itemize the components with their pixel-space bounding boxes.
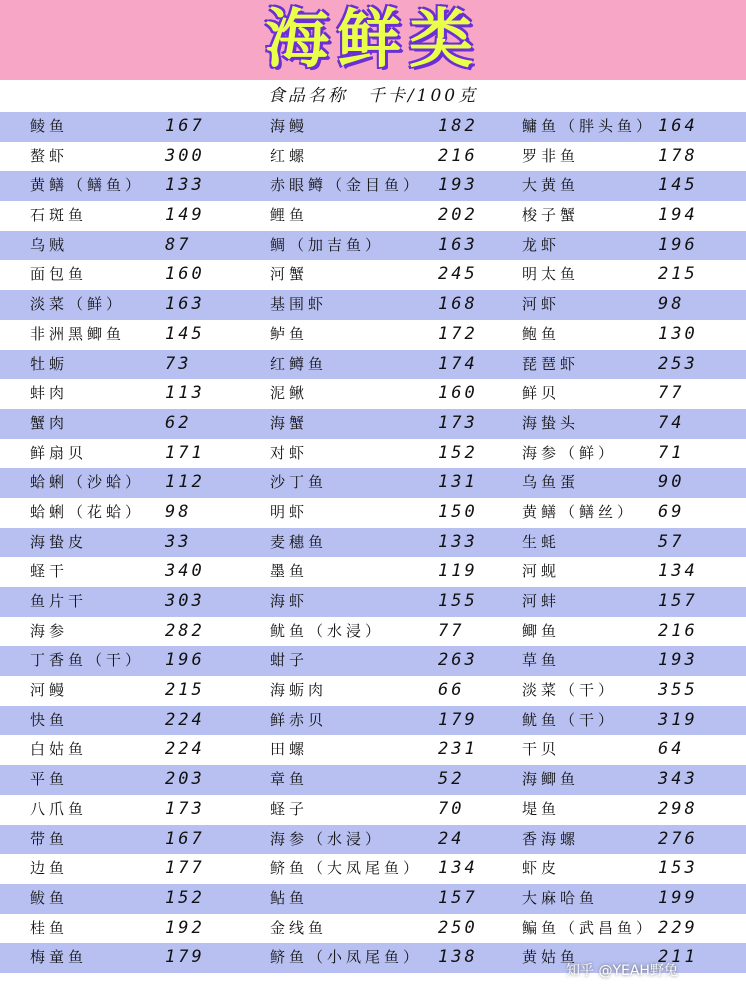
food-name: 蛤蜊（沙蛤） (30, 473, 145, 492)
table-row (0, 439, 746, 469)
kcal-value: 87 (165, 234, 192, 255)
kcal-value: 163 (165, 294, 205, 315)
kcal-value: 33 (165, 531, 192, 552)
column-header: 食品名称 千卡/100克 (267, 86, 479, 106)
title-banner (0, 0, 746, 80)
food-name: 鲜贝 (522, 384, 561, 403)
kcal-value: 276 (658, 828, 698, 849)
kcal-value: 177 (165, 858, 205, 879)
kcal-value: 150 (438, 501, 478, 522)
food-name: 白姑鱼 (30, 740, 88, 759)
food-name: 梅童鱼 (30, 948, 88, 967)
food-name: 鲚鱼（小凤尾鱼） (270, 948, 423, 967)
kcal-value: 119 (438, 561, 478, 582)
kcal-value: 245 (438, 264, 478, 285)
food-name: 牡蛎 (30, 354, 69, 373)
kcal-value: 300 (165, 145, 205, 166)
food-name: 面包鱼 (30, 265, 88, 284)
page-title: 海鲜类 (265, 3, 481, 77)
kcal-value: 157 (438, 887, 478, 908)
food-name: 鱿鱼（水浸） (270, 621, 385, 640)
kcal-value: 98 (165, 501, 192, 522)
table-row (0, 350, 746, 380)
food-name: 大黄鱼 (522, 176, 580, 195)
kcal-value: 192 (165, 917, 205, 938)
food-name: 淡菜（鲜） (30, 295, 126, 314)
kcal-value: 179 (165, 947, 205, 968)
kcal-value: 211 (658, 947, 698, 968)
table-row (0, 706, 746, 736)
kcal-value: 193 (438, 175, 478, 196)
kcal-value: 57 (658, 531, 685, 552)
table-row (0, 795, 746, 825)
food-name: 香海螺 (522, 829, 580, 848)
table-row (0, 676, 746, 706)
food-name: 赤眼鳟（金目鱼） (270, 176, 423, 195)
food-name: 虾皮 (522, 859, 561, 878)
kcal-value: 282 (165, 620, 205, 641)
kcal-value: 215 (658, 264, 698, 285)
kcal-value: 173 (438, 412, 478, 433)
table-row (0, 171, 746, 201)
food-name: 海虾 (270, 592, 309, 610)
kcal-value: 298 (658, 798, 698, 819)
kcal-value: 131 (438, 472, 478, 493)
kcal-value: 160 (165, 264, 205, 285)
food-name: 鲮鱼 (30, 117, 69, 135)
food-name: 海参 (30, 621, 69, 640)
calorie-table (0, 112, 746, 973)
table-row (0, 854, 746, 884)
food-name: 平鱼 (30, 770, 69, 789)
food-name: 鲇鱼 (270, 888, 309, 907)
food-name: 非洲黑鲫鱼 (30, 324, 126, 343)
kcal-value: 24 (438, 828, 465, 849)
kcal-value: 193 (658, 650, 698, 671)
food-name: 沙丁鱼 (270, 473, 328, 492)
kcal-value: 152 (438, 442, 478, 463)
kcal-value: 69 (658, 501, 685, 522)
kcal-value: 164 (658, 116, 698, 136)
food-name: 桂鱼 (30, 918, 69, 937)
food-name: 鱿鱼（干） (522, 710, 618, 729)
food-name: 干贝 (522, 740, 561, 759)
kcal-value: 215 (165, 680, 205, 701)
food-name: 琵琶虾 (522, 354, 580, 373)
table-row (0, 498, 746, 528)
kcal-value: 303 (165, 591, 205, 611)
kcal-value: 153 (658, 858, 698, 879)
kcal-value: 152 (165, 887, 205, 908)
kcal-value: 70 (438, 798, 465, 819)
food-name: 红螺 (270, 146, 309, 165)
kcal-value: 167 (165, 116, 205, 136)
kcal-value: 73 (165, 353, 192, 374)
table-row (0, 587, 746, 617)
table-row (0, 201, 746, 231)
kcal-value: 224 (165, 709, 205, 730)
table-row (0, 320, 746, 350)
table-row (0, 825, 746, 855)
food-name: 蛏干 (30, 562, 69, 581)
kcal-value: 74 (658, 412, 685, 433)
kcal-value: 113 (165, 383, 205, 404)
table-row (0, 914, 746, 944)
table-row (0, 557, 746, 587)
food-name: 梭子蟹 (522, 206, 580, 225)
kcal-value: 71 (658, 442, 685, 463)
food-name: 墨鱼 (270, 562, 309, 581)
table-row (0, 884, 746, 914)
food-name: 鲍鱼 (522, 324, 561, 343)
food-name: 海鲫鱼 (522, 770, 580, 789)
food-name: 鳊鱼（武昌鱼） (522, 918, 656, 937)
food-name: 明虾 (270, 502, 309, 521)
kcal-value: 112 (165, 472, 205, 493)
kcal-value: 174 (438, 353, 478, 374)
kcal-value: 77 (438, 620, 465, 641)
food-name: 蛤蜊（花蛤） (30, 502, 145, 521)
kcal-value: 138 (438, 947, 478, 968)
food-name: 红鳟鱼 (270, 354, 328, 373)
food-name: 海鳗 (270, 117, 309, 135)
food-name: 生蚝 (522, 532, 561, 551)
food-name: 淡菜（干） (522, 681, 618, 700)
food-name: 河虾 (522, 295, 561, 314)
food-name: 鲚鱼（大凤尾鱼） (270, 859, 423, 878)
food-name: 海蛎肉 (270, 681, 328, 700)
food-name: 金线鱼 (270, 918, 328, 937)
kcal-value: 182 (438, 116, 478, 136)
kcal-value: 203 (165, 769, 205, 790)
food-name: 海蟹 (270, 413, 309, 432)
food-name: 丁香鱼（干） (30, 651, 145, 670)
kcal-value: 194 (658, 205, 698, 226)
food-name: 螯虾 (30, 146, 69, 165)
food-name: 蚌肉 (30, 384, 69, 403)
table-row (0, 290, 746, 320)
food-name: 大麻哈鱼 (522, 888, 599, 907)
food-name: 海参（鲜） (522, 443, 618, 462)
kcal-value: 155 (438, 591, 478, 611)
kcal-value: 66 (438, 680, 465, 701)
table-row (0, 765, 746, 795)
food-name: 泥鳅 (270, 384, 309, 403)
food-name: 明太鱼 (522, 265, 580, 284)
food-name: 鲤鱼 (270, 206, 309, 225)
table-row (0, 735, 746, 765)
kcal-value: 157 (658, 591, 698, 611)
kcal-value: 355 (658, 680, 698, 701)
food-name: 罗非鱼 (522, 146, 580, 165)
table-row (0, 260, 746, 290)
kcal-value: 202 (438, 205, 478, 226)
kcal-value: 168 (438, 294, 478, 315)
kcal-value: 196 (165, 650, 205, 671)
food-name: 章鱼 (270, 770, 309, 789)
kcal-value: 250 (438, 917, 478, 938)
kcal-value: 171 (165, 442, 205, 463)
kcal-value: 343 (658, 769, 698, 790)
kcal-value: 134 (438, 858, 478, 879)
kcal-value: 216 (658, 620, 698, 641)
food-name: 鲅鱼 (30, 888, 69, 907)
kcal-value: 163 (438, 234, 478, 255)
food-name: 黄鳝（鳝丝） (522, 502, 637, 521)
food-name: 海蛰皮 (30, 532, 88, 551)
kcal-value: 173 (165, 798, 205, 819)
kcal-value: 90 (658, 472, 685, 493)
food-name: 堤鱼 (522, 799, 561, 818)
kcal-value: 98 (658, 294, 685, 315)
kcal-value: 133 (438, 531, 478, 552)
food-name: 带鱼 (30, 829, 69, 848)
kcal-value: 199 (658, 887, 698, 908)
kcal-value: 253 (658, 353, 698, 374)
food-name: 蟹肉 (30, 413, 69, 432)
food-name: 田螺 (270, 740, 309, 759)
kcal-value: 145 (165, 323, 205, 344)
kcal-value: 145 (658, 175, 698, 196)
kcal-value: 196 (658, 234, 698, 255)
food-name: 河鳗 (30, 681, 69, 700)
food-name: 乌鱼蛋 (522, 473, 580, 492)
kcal-value: 231 (438, 739, 478, 760)
kcal-value: 172 (438, 323, 478, 344)
kcal-value: 319 (658, 709, 698, 730)
food-name: 河蟹 (270, 265, 309, 284)
food-name: 龙虾 (522, 235, 561, 254)
food-name: 鲜扇贝 (30, 443, 88, 462)
kcal-value: 178 (658, 145, 698, 166)
kcal-value: 149 (165, 205, 205, 226)
kcal-value: 167 (165, 828, 205, 849)
kcal-value: 216 (438, 145, 478, 166)
kcal-value: 160 (438, 383, 478, 404)
table-row (0, 379, 746, 409)
food-name: 河蚌 (522, 592, 561, 610)
food-name: 鲫鱼 (522, 621, 561, 640)
table-row (0, 528, 746, 558)
kcal-value: 77 (658, 383, 685, 404)
food-name: 黄鳝（鳝鱼） (30, 176, 145, 195)
table-row (0, 231, 746, 261)
kcal-value: 134 (658, 561, 698, 582)
food-name: 麦穗鱼 (270, 532, 328, 551)
kcal-value: 130 (658, 323, 698, 344)
food-name: 海蛰头 (522, 413, 580, 432)
table-row (0, 468, 746, 498)
food-name: 海参（水浸） (270, 829, 385, 848)
kcal-value: 64 (658, 739, 685, 760)
table-row (0, 409, 746, 439)
watermark: 知乎 @YEAH野兔 (566, 963, 678, 979)
table-row (0, 142, 746, 172)
table-row (0, 112, 746, 142)
table-row (0, 617, 746, 647)
food-name: 鲈鱼 (270, 324, 309, 343)
kcal-value: 52 (438, 769, 465, 790)
food-name: 鳙鱼（胖头鱼） (522, 117, 656, 135)
food-name: 河蚬 (522, 562, 561, 581)
food-name: 乌贼 (30, 235, 69, 254)
kcal-value: 133 (165, 175, 205, 196)
food-name: 鲷（加吉鱼） (270, 235, 385, 254)
kcal-value: 224 (165, 739, 205, 760)
food-name: 鱼片干 (30, 592, 88, 610)
kcal-value: 340 (165, 561, 205, 582)
kcal-value: 179 (438, 709, 478, 730)
food-name: 蛏子 (270, 799, 309, 818)
kcal-value: 229 (658, 917, 698, 938)
food-name: 黄姑鱼 (522, 948, 580, 967)
kcal-value: 263 (438, 650, 478, 671)
food-name: 基围虾 (270, 295, 328, 314)
food-name: 对虾 (270, 443, 309, 462)
food-name: 石斑鱼 (30, 206, 88, 225)
food-name: 八爪鱼 (30, 799, 88, 818)
kcal-value: 62 (165, 412, 192, 433)
table-row (0, 646, 746, 676)
food-name: 快鱼 (30, 710, 69, 729)
food-name: 边鱼 (30, 859, 69, 878)
food-name: 蚶子 (270, 651, 309, 670)
food-name: 草鱼 (522, 651, 561, 670)
food-name: 鲜赤贝 (270, 710, 328, 729)
